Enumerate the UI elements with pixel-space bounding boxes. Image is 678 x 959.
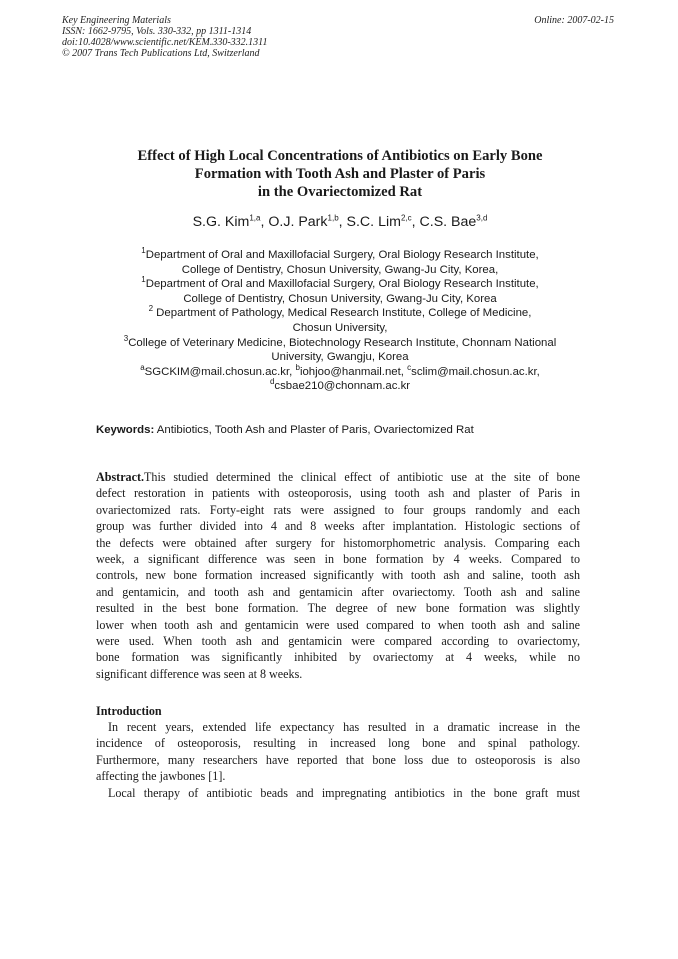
text-line <box>96 535 580 551</box>
online-date: Online: 2007-02-15 <box>534 15 614 26</box>
text-line <box>96 666 580 682</box>
title-line: Effect of High Local Concentrations of Antibiotics on Early Bone <box>137 148 543 164</box>
email-mark: d <box>269 377 275 387</box>
affiliation-text: Department of Pathology, Medical Research Institute, College of Medicine, <box>153 307 532 320</box>
text-line-content: controls, new bone formation increased significantly with tooth ash and saline, tooth ash <box>96 568 580 583</box>
email-address[interactable]: SGCKIM@mail.chosun.ac.kr, <box>144 365 296 378</box>
author-affiliation-mark: 1,b <box>327 213 339 223</box>
text-line <box>96 617 580 633</box>
keywords-text: Antibiotics, Tooth Ash and Plaster of Paris, Ovariectomized Rat <box>154 424 474 436</box>
text-line-content: bone formation was significantly inhibited by ovariectomy at 4 weeks, while no <box>96 650 580 665</box>
affiliation-line <box>90 321 590 336</box>
introduction-heading: Introduction <box>96 704 162 718</box>
author-name: S.C. Lim <box>346 214 401 230</box>
abstract-line <box>96 469 580 485</box>
journal-header <box>62 15 267 59</box>
text-line-content: and gentamicin, and tooth ash and gentamicin after ovariectomy. Tooth ash and saline <box>96 584 580 599</box>
affiliation-text: University, Gwangju, Korea <box>271 351 409 364</box>
abstract <box>96 469 580 682</box>
affiliation-text: Chosun University, <box>292 321 388 334</box>
author-affiliation-mark: 2,c <box>400 213 412 223</box>
author-name: S.G. Kim <box>192 214 250 230</box>
text-line <box>96 600 580 616</box>
text-line <box>96 567 580 583</box>
affiliation-text: College of Dentistry, Chosun University, Gwang-Ju City, Korea <box>183 292 497 305</box>
affiliations <box>90 248 590 394</box>
affiliation-line <box>90 333 590 351</box>
affiliation-text: Department of Oral and Maxillofacial Surgery, Oral Biology Research Institute, <box>145 249 539 261</box>
journal-copyright: © 2007 Trans Tech Publications Ltd, Switzerland <box>62 48 260 59</box>
email-line <box>90 379 590 394</box>
email-address[interactable]: iohjoo@hanmail.net, <box>299 365 408 378</box>
text-line-content: affecting the jawbones [1]. <box>96 769 226 784</box>
author-list: S.G. Kim$^{1,a}$, O.J. Park$^{1,b}$, S.C. Lim$^{2,c}$, C.S. Bae$^{3,d}$ <box>192 213 488 230</box>
author-name: C.S. Bae <box>419 214 477 230</box>
author-name: O.J. Park <box>268 214 328 230</box>
text-line-content: In recent years, extended life expectancy has resulted in a dramatic increase in the <box>108 720 580 734</box>
abstract-text: This studied determined the clinical effect of antibiotic use at the site of bone <box>144 470 580 484</box>
text-line <box>96 502 580 518</box>
text-line <box>96 768 580 784</box>
keywords-label: Keywords: <box>96 424 155 436</box>
affiliation-mark: 1 <box>141 246 146 256</box>
affiliation-line <box>90 277 590 292</box>
text-line-content: incidence of osteoporosis, resulting in increased long bone and spinal pathology. <box>96 736 580 751</box>
affiliation-mark: 1 <box>141 275 146 285</box>
affiliation-line <box>90 350 590 365</box>
text-line-content: significant difference was seen at 8 weeks. <box>96 666 303 681</box>
affiliation-mark: 3 <box>123 333 129 343</box>
affiliation-text: Department of Oral and Maxillofacial Surgery, Oral Biology Research Institute, <box>145 278 539 291</box>
affiliation-text: College of Veterinary Medicine, Biotechnology Research Institute, Chonnam National <box>128 336 557 349</box>
title-line: Formation with Tooth Ash and Plaster of Paris <box>194 166 486 182</box>
email-mark: b <box>295 362 300 372</box>
author-affiliation-mark: 3,d <box>476 213 488 223</box>
text-line <box>96 752 580 768</box>
text-line-content: Furthermore, many researchers have reported that bone loss due to osteoporosis is also <box>96 752 580 767</box>
text-line <box>96 584 580 600</box>
affiliation-line <box>90 248 590 263</box>
text-line <box>96 633 580 649</box>
affiliation-line <box>90 292 590 307</box>
affiliation-line <box>90 306 590 321</box>
email-mark: c <box>407 362 412 372</box>
text-line-content: lower when tooth ash and gentamicin were used compared to when tooth ash and saline <box>96 617 580 632</box>
text-line <box>96 735 580 751</box>
email-address[interactable]: sclim@mail.chosun.ac.kr, <box>411 365 540 378</box>
text-line-content: resulted in the best bone formation. The degree of new bone formation was slightly <box>96 601 580 616</box>
title-line: in the Ovariectomized Rat <box>257 184 423 200</box>
email-mark: a <box>140 362 145 372</box>
text-line-content: were used. When tooth ash and gentamicin were compared according to ovariectomy, <box>96 633 580 648</box>
keywords <box>96 423 474 438</box>
journal-doi: doi:10.4028/www.scientific.net/KEM.330-332.1311 <box>62 37 268 48</box>
text-line <box>96 719 580 735</box>
paper-title <box>90 147 590 201</box>
email-line <box>90 362 590 380</box>
text-line <box>96 551 580 567</box>
journal-issn: ISSN: 1662-9795, Vols. 330-332, pp 1311-1314 <box>62 26 252 37</box>
text-line-content: ovariectomized rats. Forty-eight rats were assigned to four groups randomly and each <box>96 502 580 517</box>
text-line <box>96 649 580 665</box>
text-line <box>96 518 580 534</box>
journal-name: Key Engineering Materials <box>62 15 171 26</box>
text-line-content: week, a significant difference was seen in bone formation by 4 weeks. Compared to <box>96 551 580 566</box>
affiliation-text: College of Dentistry, Chosun University, Gwang-Ju City, Korea, <box>181 263 499 276</box>
abstract-body <box>96 485 580 682</box>
text-line-content: Local therapy of antibiotic beads and impregnating antibiotics in the bone graft must <box>108 785 580 800</box>
text-line <box>96 785 580 801</box>
email-address[interactable]: csbae210@chonnam.ac.kr <box>274 380 411 393</box>
text-line-content: group was further divided into 4 and 8 weeks after implantation. Histologic sections of <box>96 519 580 534</box>
author-affiliation-mark: 1,a <box>249 213 261 223</box>
text-line-content: defect restoration in patients with osteoporosis, using tooth ash and plaster of Paris in <box>96 486 580 501</box>
text-line-content: the defects were obtained after surgery for histomorphometric analysis. Comparing each <box>96 535 580 550</box>
introduction-body <box>96 719 580 801</box>
affiliation-mark: 2 <box>148 304 154 314</box>
affiliation-line <box>90 263 590 278</box>
author-emails <box>90 362 590 394</box>
abstract-label: Abstract. <box>96 470 145 484</box>
text-line <box>96 485 580 501</box>
